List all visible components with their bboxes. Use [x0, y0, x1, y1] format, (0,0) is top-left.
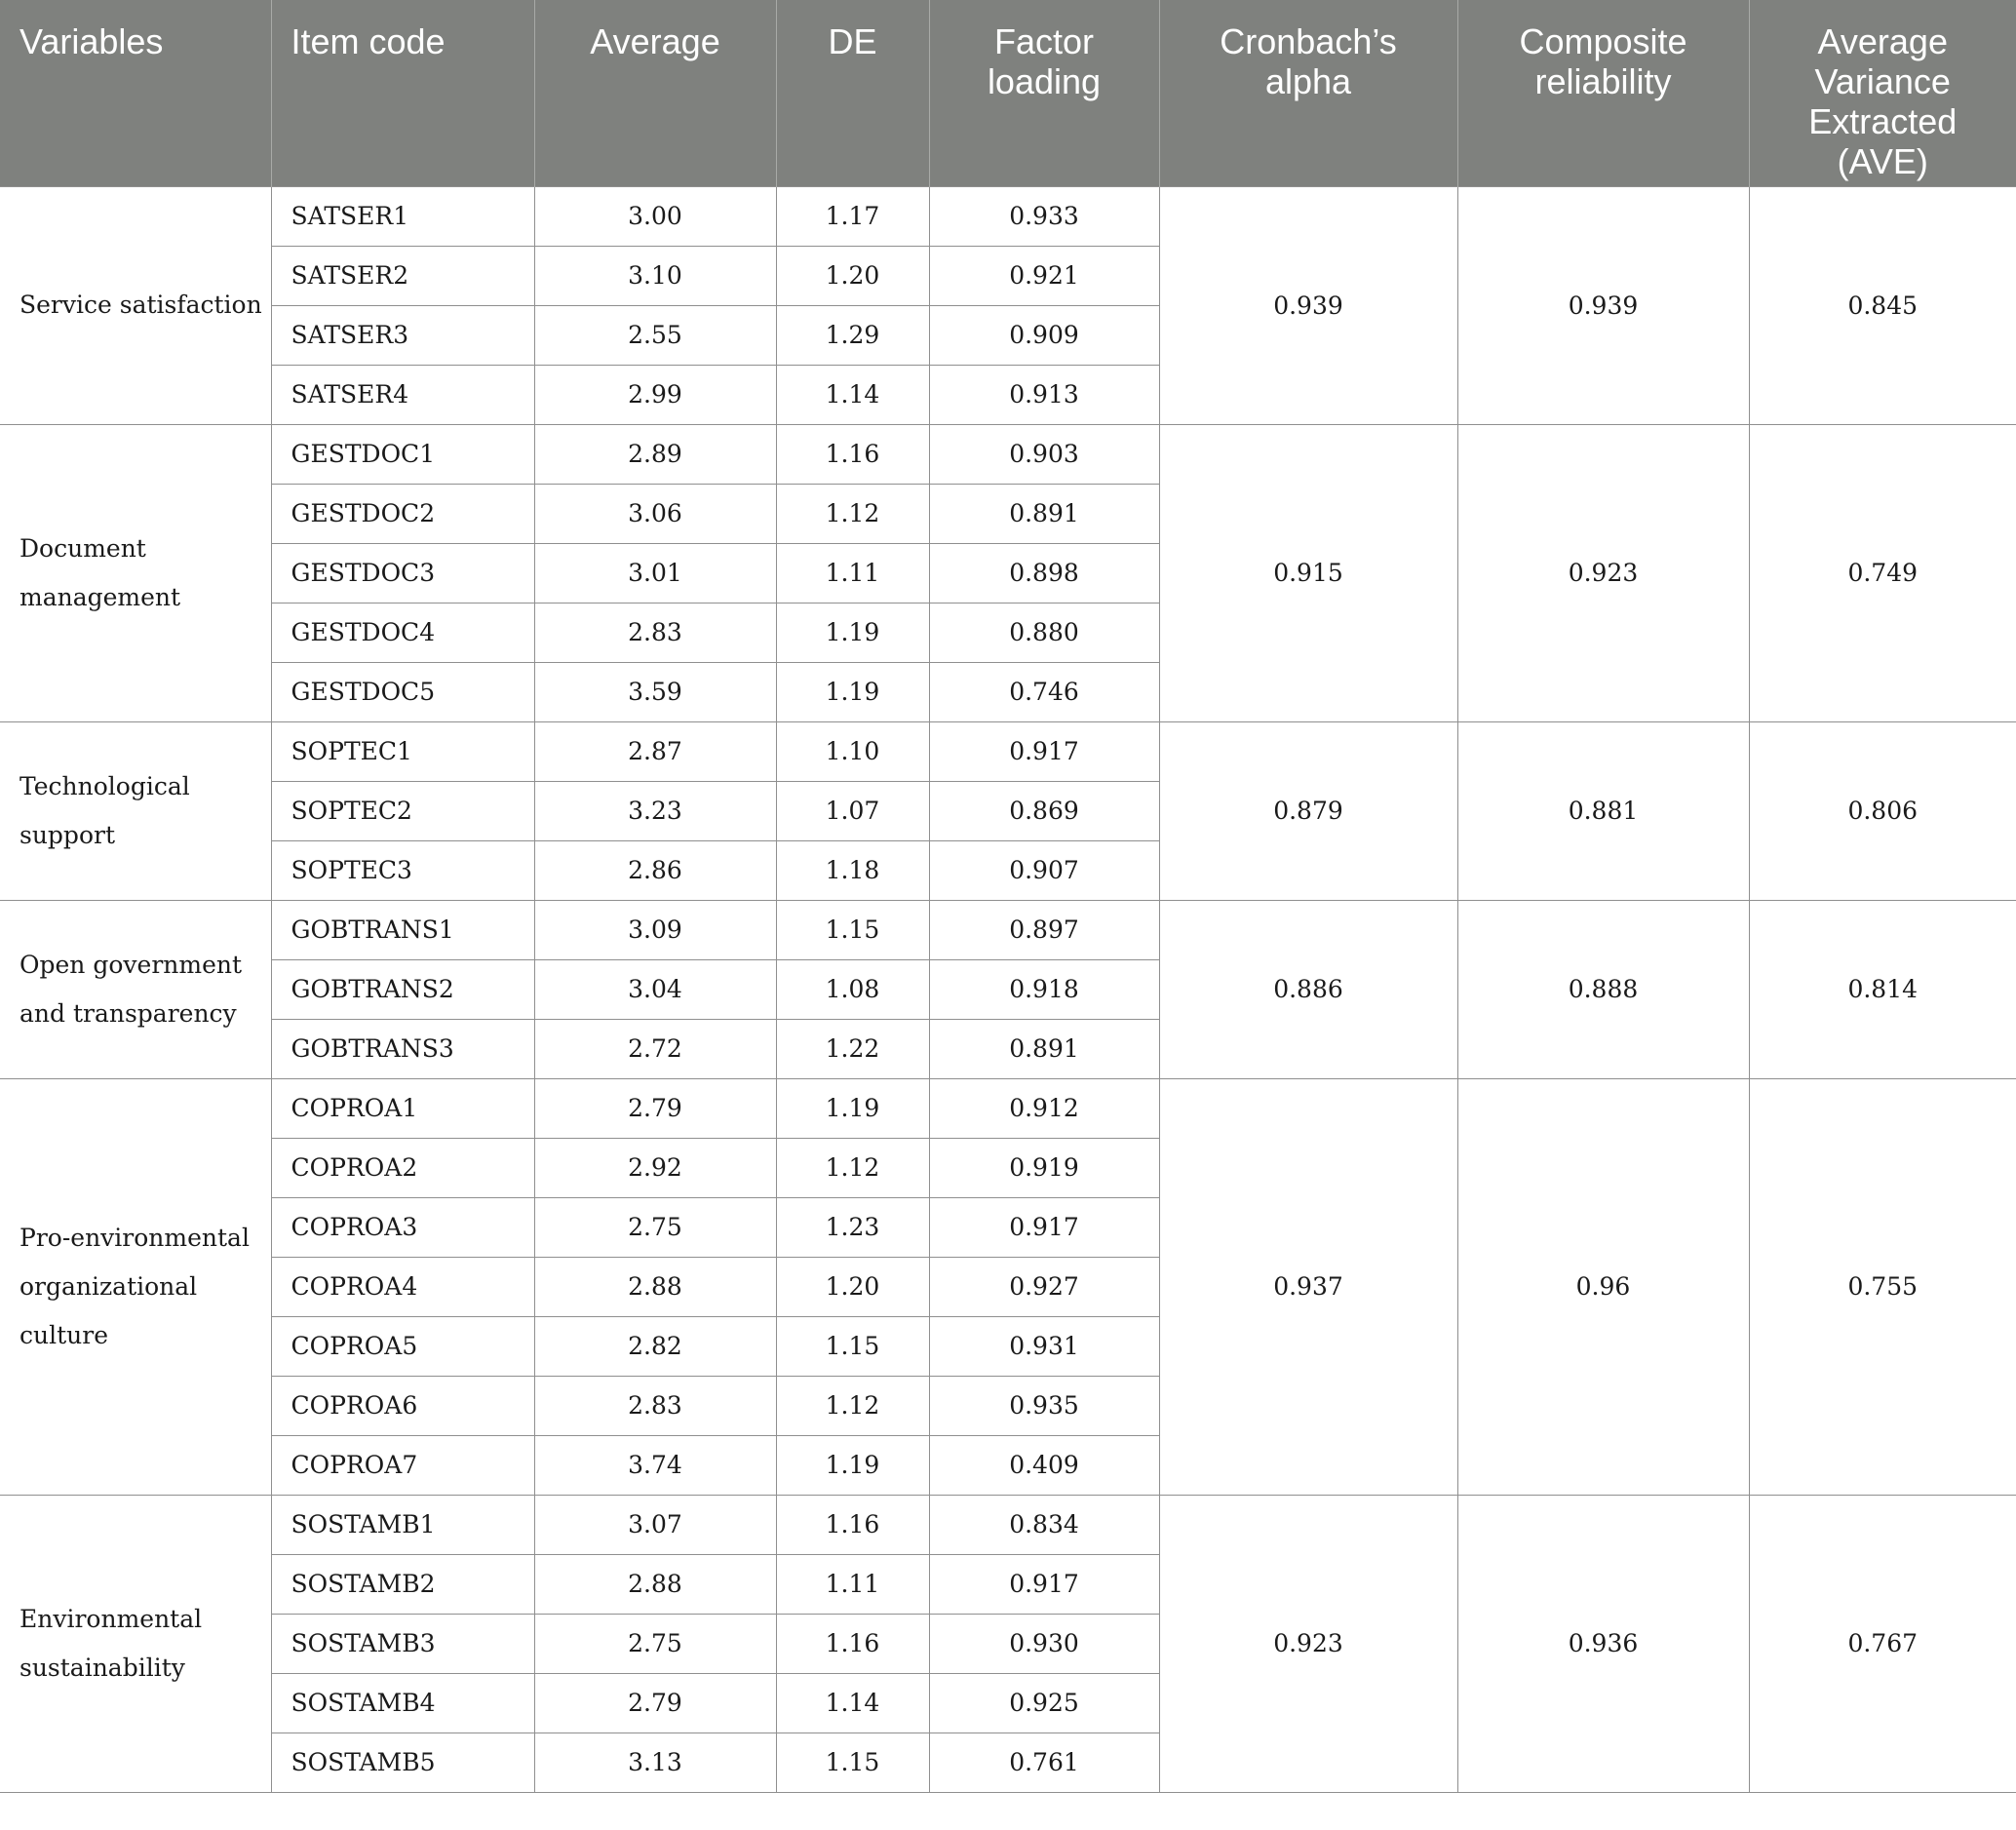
item-code-cell: COPROA4 — [271, 1257, 534, 1316]
header-cronbach-alpha: Cronbach’s alpha — [1159, 0, 1457, 186]
header-average: Average — [534, 0, 776, 186]
item-code-cell: GESTDOC4 — [271, 603, 534, 662]
variable-cell: Pro-environmental organizational culture — [0, 1078, 271, 1495]
de-cell: 1.19 — [776, 662, 929, 721]
de-cell: 1.16 — [776, 1614, 929, 1673]
factor-loading-cell: 0.903 — [929, 424, 1159, 484]
variable-cell: Technological support — [0, 721, 271, 900]
composite-reliability-cell: 0.881 — [1457, 721, 1749, 900]
average-cell: 2.89 — [534, 424, 776, 484]
ave-cell: 0.806 — [1749, 721, 2016, 900]
average-cell: 2.83 — [534, 603, 776, 662]
average-cell: 3.13 — [534, 1733, 776, 1792]
factor-loading-cell: 0.909 — [929, 305, 1159, 365]
factor-loading-cell: 0.935 — [929, 1376, 1159, 1435]
item-code-cell: SOSTAMB3 — [271, 1614, 534, 1673]
factor-loading-cell: 0.913 — [929, 365, 1159, 424]
de-cell: 1.08 — [776, 959, 929, 1019]
de-cell: 1.20 — [776, 1257, 929, 1316]
average-cell: 2.88 — [534, 1554, 776, 1614]
factor-loading-cell: 0.891 — [929, 1019, 1159, 1078]
table-row — [0, 900, 2016, 959]
average-cell: 2.99 — [534, 365, 776, 424]
item-code-cell: SOSTAMB5 — [271, 1733, 534, 1792]
average-cell: 2.75 — [534, 1614, 776, 1673]
average-cell: 2.79 — [534, 1673, 776, 1733]
ave-cell: 0.755 — [1749, 1078, 2016, 1495]
de-cell: 1.16 — [776, 424, 929, 484]
item-code-cell: GESTDOC1 — [271, 424, 534, 484]
header-variables: Variables — [0, 0, 271, 186]
cronbach-alpha-cell: 0.937 — [1159, 1078, 1457, 1495]
variable-cell: Service satisfaction — [0, 186, 271, 424]
item-code-cell: SATSER2 — [271, 246, 534, 305]
de-cell: 1.19 — [776, 603, 929, 662]
factor-loading-cell: 0.921 — [929, 246, 1159, 305]
factor-loading-cell: 0.918 — [929, 959, 1159, 1019]
ave-cell: 0.845 — [1749, 186, 2016, 424]
de-cell: 1.12 — [776, 1376, 929, 1435]
average-cell: 2.83 — [534, 1376, 776, 1435]
item-code-cell: GOBTRANS3 — [271, 1019, 534, 1078]
composite-reliability-cell: 0.888 — [1457, 900, 1749, 1078]
cronbach-alpha-cell: 0.939 — [1159, 186, 1457, 424]
de-cell: 1.20 — [776, 246, 929, 305]
factor-loading-cell: 0.746 — [929, 662, 1159, 721]
header-item-code: Item code — [271, 0, 534, 186]
ave-cell: 0.814 — [1749, 900, 2016, 1078]
item-code-cell: SOSTAMB2 — [271, 1554, 534, 1614]
de-cell: 1.15 — [776, 1733, 929, 1792]
table-row — [0, 1078, 2016, 1138]
average-cell: 2.79 — [534, 1078, 776, 1138]
header-row — [0, 0, 2016, 186]
table-row — [0, 1495, 2016, 1554]
average-cell: 3.74 — [534, 1435, 776, 1495]
cronbach-alpha-cell: 0.915 — [1159, 424, 1457, 721]
de-cell: 1.10 — [776, 721, 929, 781]
factor-loading-cell: 0.897 — [929, 900, 1159, 959]
factor-loading-cell: 0.917 — [929, 1197, 1159, 1257]
average-cell: 2.75 — [534, 1197, 776, 1257]
average-cell: 2.88 — [534, 1257, 776, 1316]
item-code-cell: GESTDOC2 — [271, 484, 534, 543]
factor-loading-cell: 0.925 — [929, 1673, 1159, 1733]
factor-loading-cell: 0.907 — [929, 840, 1159, 900]
average-cell: 3.23 — [534, 781, 776, 840]
de-cell: 1.18 — [776, 840, 929, 900]
item-code-cell: GOBTRANS1 — [271, 900, 534, 959]
de-cell: 1.23 — [776, 1197, 929, 1257]
cronbach-alpha-cell: 0.923 — [1159, 1495, 1457, 1792]
item-code-cell: GESTDOC5 — [271, 662, 534, 721]
factor-loading-cell: 0.880 — [929, 603, 1159, 662]
factor-loading-cell: 0.869 — [929, 781, 1159, 840]
item-code-cell: SOPTEC2 — [271, 781, 534, 840]
de-cell: 1.12 — [776, 484, 929, 543]
table-body — [0, 186, 2016, 1792]
average-cell: 3.06 — [534, 484, 776, 543]
item-code-cell: SOSTAMB4 — [271, 1673, 534, 1733]
header-factor-loading: Factor loading — [929, 0, 1159, 186]
table-row — [0, 721, 2016, 781]
de-cell: 1.29 — [776, 305, 929, 365]
de-cell: 1.16 — [776, 1495, 929, 1554]
factor-loading-cell: 0.834 — [929, 1495, 1159, 1554]
item-code-cell: GESTDOC3 — [271, 543, 534, 603]
factor-loading-cell: 0.409 — [929, 1435, 1159, 1495]
variable-cell: Open government and transparency — [0, 900, 271, 1078]
de-cell: 1.14 — [776, 1673, 929, 1733]
header-de: DE — [776, 0, 929, 186]
variable-cell: Document management — [0, 424, 271, 721]
cronbach-alpha-cell: 0.879 — [1159, 721, 1457, 900]
factor-loading-cell: 0.919 — [929, 1138, 1159, 1197]
item-code-cell: SATSER4 — [271, 365, 534, 424]
de-cell: 1.15 — [776, 900, 929, 959]
average-cell: 2.87 — [534, 721, 776, 781]
de-cell: 1.11 — [776, 1554, 929, 1614]
factor-loading-cell: 0.917 — [929, 1554, 1159, 1614]
ave-cell: 0.749 — [1749, 424, 2016, 721]
item-code-cell: COPROA3 — [271, 1197, 534, 1257]
average-cell: 3.07 — [534, 1495, 776, 1554]
factor-loading-cell: 0.761 — [929, 1733, 1159, 1792]
item-code-cell: GOBTRANS2 — [271, 959, 534, 1019]
de-cell: 1.17 — [776, 186, 929, 246]
factor-loading-cell: 0.927 — [929, 1257, 1159, 1316]
average-cell: 3.09 — [534, 900, 776, 959]
average-cell: 2.72 — [534, 1019, 776, 1078]
composite-reliability-cell: 0.923 — [1457, 424, 1749, 721]
factor-loading-cell: 0.933 — [929, 186, 1159, 246]
factor-loading-cell: 0.930 — [929, 1614, 1159, 1673]
variable-cell: Environmental sustainability — [0, 1495, 271, 1792]
item-code-cell: COPROA2 — [271, 1138, 534, 1197]
factor-loading-cell: 0.917 — [929, 721, 1159, 781]
average-cell: 2.92 — [534, 1138, 776, 1197]
table-row — [0, 186, 2016, 246]
ave-cell: 0.767 — [1749, 1495, 2016, 1792]
de-cell: 1.14 — [776, 365, 929, 424]
item-code-cell: SATSER1 — [271, 186, 534, 246]
table-header — [0, 0, 2016, 186]
de-cell: 1.07 — [776, 781, 929, 840]
average-cell: 3.04 — [534, 959, 776, 1019]
average-cell: 3.00 — [534, 186, 776, 246]
average-cell: 2.86 — [534, 840, 776, 900]
item-code-cell: COPROA6 — [271, 1376, 534, 1435]
header-composite-reliability: Composite reliability — [1457, 0, 1749, 186]
average-cell: 3.59 — [534, 662, 776, 721]
average-cell: 2.55 — [534, 305, 776, 365]
de-cell: 1.11 — [776, 543, 929, 603]
header-ave: Average Variance Extracted (AVE) — [1749, 0, 2016, 186]
item-code-cell: SOSTAMB1 — [271, 1495, 534, 1554]
item-code-cell: COPROA7 — [271, 1435, 534, 1495]
item-code-cell: SOPTEC3 — [271, 840, 534, 900]
de-cell: 1.19 — [776, 1078, 929, 1138]
cronbach-alpha-cell: 0.886 — [1159, 900, 1457, 1078]
factor-loading-cell: 0.898 — [929, 543, 1159, 603]
de-cell: 1.15 — [776, 1316, 929, 1376]
de-cell: 1.12 — [776, 1138, 929, 1197]
de-cell: 1.19 — [776, 1435, 929, 1495]
average-cell: 2.82 — [534, 1316, 776, 1376]
item-code-cell: SOPTEC1 — [271, 721, 534, 781]
average-cell: 3.10 — [534, 246, 776, 305]
composite-reliability-cell: 0.936 — [1457, 1495, 1749, 1792]
item-code-cell: COPROA5 — [271, 1316, 534, 1376]
item-code-cell: SATSER3 — [271, 305, 534, 365]
average-cell: 3.01 — [534, 543, 776, 603]
composite-reliability-cell: 0.939 — [1457, 186, 1749, 424]
de-cell: 1.22 — [776, 1019, 929, 1078]
factor-loading-cell: 0.931 — [929, 1316, 1159, 1376]
factor-loading-cell: 0.891 — [929, 484, 1159, 543]
item-code-cell: COPROA1 — [271, 1078, 534, 1138]
table-row — [0, 424, 2016, 484]
factor-loading-cell: 0.912 — [929, 1078, 1159, 1138]
composite-reliability-cell: 0.96 — [1457, 1078, 1749, 1495]
